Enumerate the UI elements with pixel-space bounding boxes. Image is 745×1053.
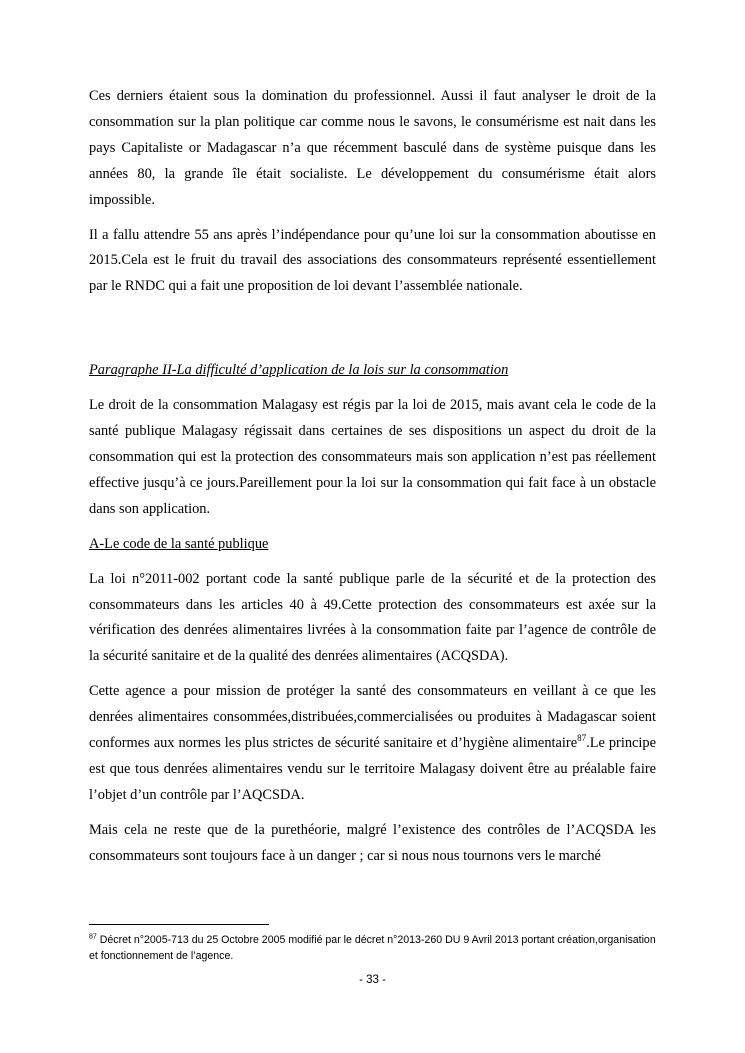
page-number: - 33 - [359,974,386,986]
body-paragraph-1: Ces derniers étaient sous la domination du professionnel. Aussi il faut analyser le droit de la consommation sur la plan politique car comme nous le savons, le consumérisme est nait dans les pays Capitaliste or Madagascar n’a que récemment basculé dans de système puisque dans les années 80, la grande île était socialiste. Le développement du consumérisme était alors impossible. [89,88,656,208]
paragraph-text-before-footnote: Cette agence a pour mission de protéger la santé des consommateurs en veillant à ce que les denrées alimentaires consommées,distribuées,commercialisées ou produites à Madagascar soient conformes aux normes les plus strictes de sécurité sanitaire et d’hygiène alimentaire [89,683,656,752]
footnote-number: 87 [89,933,97,941]
body-paragraph-4: La loi n°2011-002 portant code la santé publique parle de la sécurité et de la protection des consommateurs dans les articles 40 à 49.Cette protection des consommateurs est axée sur la vérification des denrées alimentaires livrées à la consommation faite par l’agence de contrôle de la sécurité sanitaire et de la qualité des denrées alimentaires (ACQSDA). [89,570,656,665]
page-body [89,84,656,879]
footnote-reference[interactable]: 87 [577,733,587,744]
section-heading: A-Le code de la santé publique [89,535,269,552]
body-paragraph-3: Le droit de la consommation Malagasy est régis par la loi de 2015, mais avant cela le code de la santé publique Malagasy régissait dans certaines de ses dispositions un aspect du droit de la consommation qui est la protection des consommateurs mais son application n’est pas réellement effective jusqu’à ce jours.Pareillement pour la loi sur la consommation qui fait face à un obstacle dans son application. [89,397,656,517]
footnote-text: Décret n°2005-713 du 25 Octobre 2005 modifié par le décret n°2013-260 DU 9 Avril 2013 portant création,organisation et fonctionnement de l’agence. [89,934,656,962]
paragraph-heading: Paragraphe II-La difficulté d’application de la lois sur la consommation [89,362,509,379]
body-paragraph-5 [89,679,656,809]
footnote [89,932,656,964]
footnote-separator [89,924,269,925]
paragraph-text-after-footnote: .Le principe est que tous denrées alimentaires vendu sur le territoire Malagasy doivent être au préalable faire l’objet d’un contrôle par l’AQCSDA. [89,735,656,803]
body-paragraph-2: Il a fallu attendre 55 ans après l’indépendance pour qu’une loi sur la consommation aboutisse en 2015.Cela est le fruit du travail des associations des consommateurs représenté essentiellement par le RNDC qui a fait une proposition de loi devant l’assemblée nationale. [89,226,656,295]
body-paragraph-6: Mais cela ne reste que de la purethéorie, malgré l’existence des contrôles de l’ACQSDA les consommateurs sont toujours face à un danger ; car si nous nous tournons vers le marché [89,821,656,864]
